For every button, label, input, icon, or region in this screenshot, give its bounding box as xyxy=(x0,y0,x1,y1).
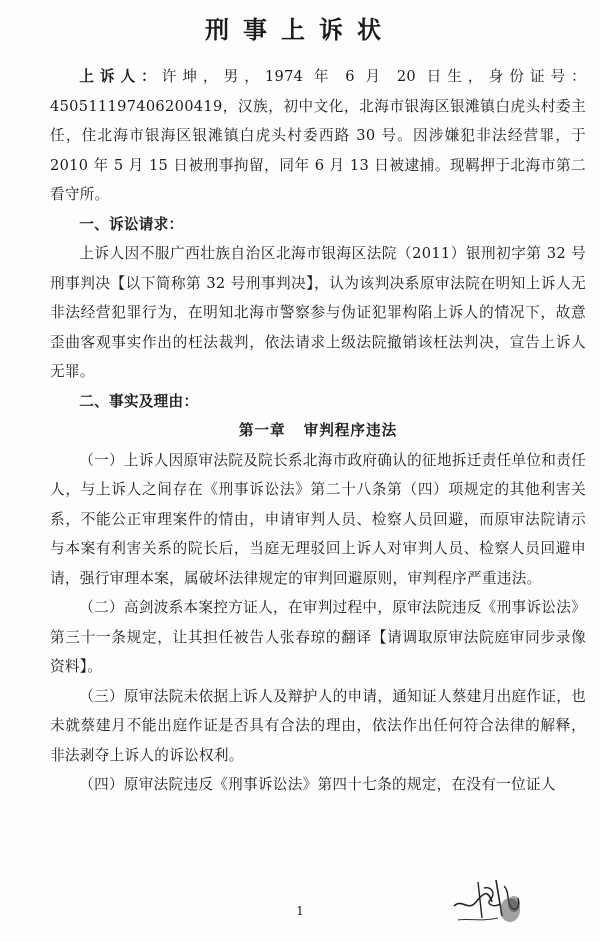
reason-paragraph-1: （一）上诉人因原审法院及院长系北海市政府确认的征地拆迁责任单位和责任人，与上诉人之间存在《刑事诉讼法》第二十八条第（四）项规定的其他利害关系，不能公正审理案件的情由，申请审判人员、检察人员回避，而原审法院请示与本案有利害关系的院长后，当庭无理驳回上诉人对审判人员、检察人员回避申请，强行审理本案，属破坏法律规定的审判回避原则，审判程序严重违法。 xyxy=(50,451,586,587)
chapter-heading xyxy=(50,416,586,446)
appellant-paragraph xyxy=(50,62,586,210)
chapter-number: 第一章 xyxy=(238,422,286,439)
document-title: 刑事上诉状 xyxy=(205,16,395,44)
chapter-title: 审判程序违法 xyxy=(303,422,398,439)
section-heading-claims: 一、诉讼请求： xyxy=(79,215,184,233)
reason-paragraph-4: （四）原审法院违反《刑事诉讼法》第四十七条的规定，在没有一位证人 xyxy=(79,776,556,793)
reason-paragraph-3: （三）原审法院未依据上诉人及辩护人的申请，通知证人蔡建月出庭作证，也未就蔡建月不能出庭作证是否具有合法的理由，依法作出任何符合法律的解释，非法剥夺上诉人的诉讼权利。 xyxy=(50,687,586,764)
document-body xyxy=(50,62,586,800)
appellant-label: 上诉人： xyxy=(79,68,162,85)
section-heading-facts: 二、事实及理由： xyxy=(79,392,199,410)
appellant-text: 许坤，男，1974 年 6 月 20 日生，身份证号：450511197406200419，汉族，初中文化，北海市银海区银滩镇白虎头村委主任，住北海市银海区银滩镇白虎头村委西路 30 号。因涉嫌犯非法经营罪，于 2010 年 5 月 15 日被刑事拘留，同年 6 月 13 日被逮捕。现羁押于北海市第二看守所。 xyxy=(50,68,587,203)
page-number: 1 xyxy=(296,904,304,918)
handwritten-signature xyxy=(448,868,528,928)
reason-paragraph-2: （二）高剑波系本案控方证人，在审判过程中，原审法院违反《刑事诉讼法》第三十一条规定，让其担任被告人张春琼的翻译【请调取原审法院庭审同步录像资料】。 xyxy=(50,599,586,675)
claims-paragraph: 上诉人因不服广西壮族自治区北海市银海区法院（2011）银刑初字第 32 号刑事判决【以下简称第 32 号刑事判决】，认为该判决系原审法院在明知上诉人无非法经营犯罪行为，在明知北海市警察参与伪证犯罪构陷上诉人的情况下，故意歪曲客观事实作出的枉法裁判，依法请求上级法院撤销该枉法判决，宣告上诉人无罪。 xyxy=(50,245,586,380)
